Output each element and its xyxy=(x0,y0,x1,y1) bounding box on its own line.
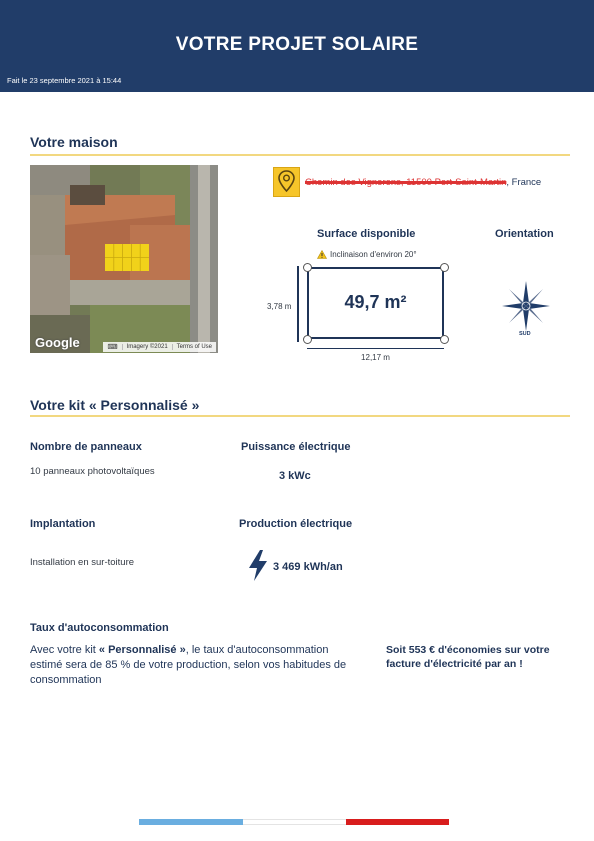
autoconso-kit-name: « Personnalisé » xyxy=(98,644,186,656)
terms-link[interactable]: Terms of Use xyxy=(172,344,216,350)
height-dimension-line xyxy=(297,266,299,342)
inclinaison-info xyxy=(317,250,417,259)
page-header xyxy=(0,0,594,92)
location-pin-icon xyxy=(273,167,300,202)
orientation-label: Orientation xyxy=(495,228,554,240)
surface-value: 49,7 m² xyxy=(344,292,407,312)
footer-flag-white xyxy=(243,819,346,825)
section-divider xyxy=(30,415,570,417)
puissance-label: Puissance électrique xyxy=(241,441,351,453)
section-title-kit: Votre kit « Personnalisé » xyxy=(30,397,200,413)
panneaux-label: Nombre de panneaux xyxy=(30,441,142,453)
section-title-maison: Votre maison xyxy=(30,134,118,150)
surface-corner-handle xyxy=(303,335,312,344)
google-logo: Google xyxy=(35,335,80,350)
autoconso-text xyxy=(30,643,355,688)
address-country: , France xyxy=(506,177,542,188)
warning-icon xyxy=(317,250,327,259)
section-divider xyxy=(30,154,570,156)
satellite-map[interactable] xyxy=(30,165,218,353)
width-dimension-line xyxy=(307,348,444,349)
autoconso-text-part: Avec votre kit xyxy=(30,644,99,656)
lightning-icon xyxy=(248,550,268,586)
implantation-value: Installation en sur-toiture xyxy=(30,557,135,568)
implantation-label: Implantation xyxy=(30,518,96,530)
surface-label: Surface disponible xyxy=(317,228,416,240)
address xyxy=(305,177,541,188)
surface-height: 3,78 m xyxy=(267,302,292,311)
footer-flag-red xyxy=(346,819,449,825)
surface-corner-handle xyxy=(440,335,449,344)
report-date: Fait le 23 septembre 2021 à 15:44 xyxy=(7,76,122,85)
autoconso-text-part: , le taux d'autoconsommation estimé sera de 85 % de votre production, selon vos habitudes de consommation xyxy=(30,644,347,686)
puissance-value: 3 kWc xyxy=(279,470,311,482)
map-attribution xyxy=(103,342,216,352)
panneaux-value: 10 panneaux photovoltaïques xyxy=(30,466,155,477)
footer-flag-blue xyxy=(139,819,243,825)
savings-text: Soit 553 € d'économies sur votre facture d'électricité par an ! xyxy=(386,644,550,670)
orientation-direction: SUD xyxy=(519,331,531,337)
imagery-credit: Imagery ©2021 xyxy=(122,344,172,350)
inclinaison-text: Inclinaison d'environ 20° xyxy=(330,250,417,259)
production-label: Production électrique xyxy=(239,518,353,530)
address-redacted: Chemin des Vignerons, 11500 Port-Saint-Martin xyxy=(305,177,507,188)
autoconso-title: Taux d'autoconsommation xyxy=(30,622,169,634)
surface-corner-handle xyxy=(303,263,312,272)
surface-width: 12,17 m xyxy=(361,353,390,362)
satellite-image xyxy=(30,165,218,353)
page-title: VOTRE PROJET SOLAIRE xyxy=(175,34,419,55)
production-value: 3 469 kWh/an xyxy=(273,561,343,573)
keyboard-shortcuts-icon[interactable]: ⌨ xyxy=(107,344,118,351)
surface-corner-handle xyxy=(440,263,449,272)
